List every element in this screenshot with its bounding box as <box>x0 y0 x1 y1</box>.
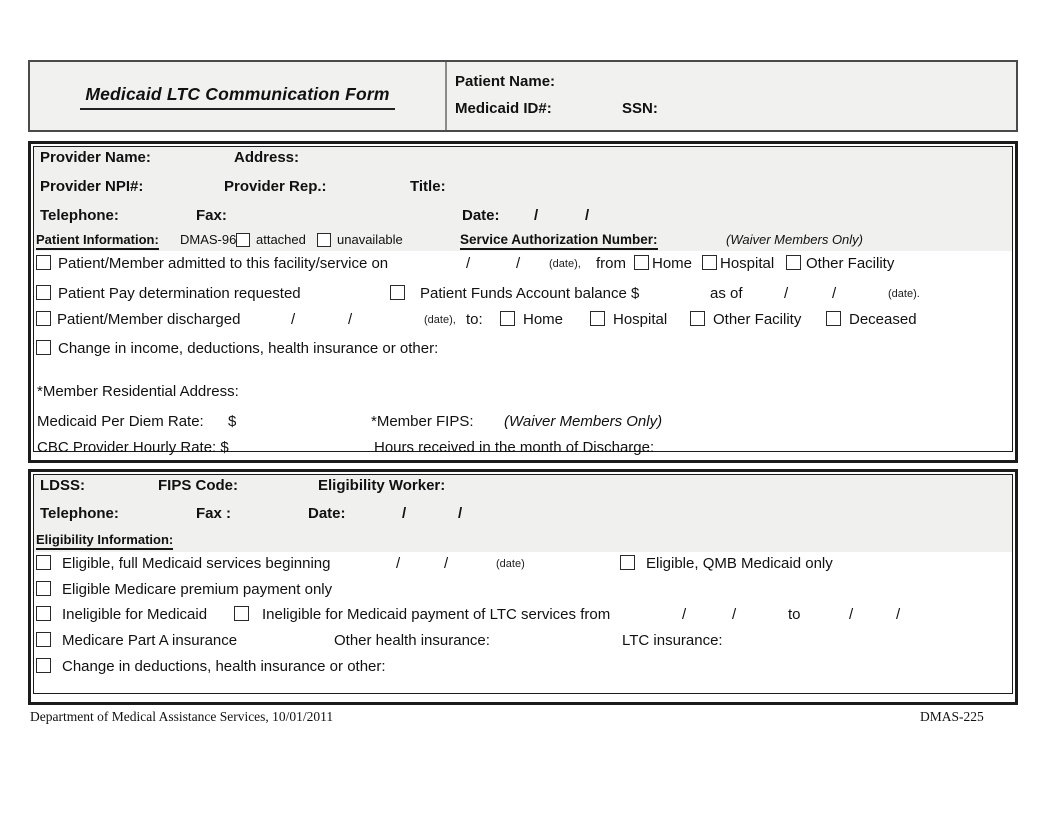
provider-date-label: Date: <box>462 207 500 224</box>
date-slash: / <box>348 311 353 328</box>
medicare-part-a-checkbox[interactable] <box>36 632 51 647</box>
from-home-checkbox[interactable] <box>634 255 649 270</box>
discharged-to-label: to: <box>466 311 483 328</box>
date-slash: / <box>832 285 837 302</box>
member-residential-address-label: *Member Residential Address: <box>37 383 239 400</box>
ldss-section-box <box>28 469 1018 705</box>
date-slash: / <box>849 606 854 623</box>
date-slash: / <box>896 606 901 623</box>
ineligible-ltc-payment-label: Ineligible for Medicaid payment of LTC services from <box>262 606 611 623</box>
provider-rep-label: Provider Rep.: <box>224 178 327 195</box>
admitted-checkbox[interactable] <box>36 255 51 270</box>
provider-telephone-label: Telephone: <box>40 207 119 224</box>
medicaid-id-label: Medicaid ID#: <box>455 100 552 117</box>
provider-title-label: Title: <box>410 178 446 195</box>
to-other-facility-label: Other Facility <box>713 311 802 328</box>
date-slash: / <box>534 207 539 224</box>
footer <box>0 709 1056 729</box>
patient-pay-checkbox[interactable] <box>36 285 51 300</box>
eligible-full-checkbox[interactable] <box>36 555 51 570</box>
patient-information-label: Patient Information: <box>36 232 159 250</box>
patient-funds-checkbox[interactable] <box>390 285 405 300</box>
ineligible-medicaid-checkbox[interactable] <box>36 606 51 621</box>
admitted-label: Patient/Member admitted to this facility/service on <box>58 255 389 272</box>
per-diem-dollar: $ <box>228 413 237 430</box>
discharged-checkbox[interactable] <box>36 311 51 326</box>
to-hospital-label: Hospital <box>613 311 668 328</box>
admitted-from-label: from <box>596 255 626 272</box>
dmas96-unavailable-label: unavailable <box>337 232 403 247</box>
as-of-label: as of <box>710 285 743 302</box>
eligible-date-note: (date) <box>496 558 525 570</box>
eligible-full-label: Eligible, full Medicaid services beginning <box>62 555 331 572</box>
eligible-qmb-label: Eligible, QMB Medicaid only <box>646 555 833 572</box>
provider-fax-label: Fax: <box>196 207 227 224</box>
dmas96-attached-label: attached <box>256 232 306 247</box>
form-header-box <box>28 60 1018 132</box>
provider-address-label: Address: <box>234 149 300 166</box>
admitted-date-note: (date), <box>549 258 581 270</box>
cbc-hourly-rate-label: CBC Provider Hourly Rate: $ <box>37 439 229 456</box>
ineligible-to-label: to <box>788 606 801 623</box>
date-slash: / <box>396 555 401 572</box>
member-fips-label: *Member FIPS: <box>371 413 474 430</box>
ldss-section-inner <box>33 474 1013 694</box>
provider-section-inner <box>33 146 1013 456</box>
date-slash: / <box>444 555 449 572</box>
deceased-checkbox[interactable] <box>826 311 841 326</box>
change-income-checkbox[interactable] <box>36 340 51 355</box>
other-health-insurance-label: Other health insurance: <box>334 632 490 649</box>
eligible-medicare-premium-checkbox[interactable] <box>36 581 51 596</box>
waiver-members-note: (Waiver Members Only) <box>726 232 864 247</box>
provider-name-label: Provider Name: <box>40 149 151 166</box>
date-slash: / <box>402 505 407 522</box>
to-home-label: Home <box>523 311 564 328</box>
patient-name-label: Patient Name: <box>455 73 556 90</box>
patient-funds-label: Patient Funds Account balance $ <box>420 285 640 302</box>
from-hospital-label: Hospital <box>720 255 775 272</box>
change-income-label: Change in income, deductions, health insurance or other: <box>58 340 439 357</box>
ldss-label: LDSS: <box>40 477 85 494</box>
to-other-facility-checkbox[interactable] <box>690 311 705 326</box>
patient-pay-label: Patient Pay determination requested <box>58 285 301 302</box>
header-cell-divider <box>445 62 447 130</box>
per-diem-rate-label: Medicaid Per Diem Rate: <box>37 413 204 430</box>
discharged-date-note: (date), <box>424 314 456 326</box>
waiver-members-note-2: (Waiver Members Only) <box>504 413 663 430</box>
provider-section-box <box>28 141 1018 463</box>
from-hospital-checkbox[interactable] <box>702 255 717 270</box>
eligibility-information-label: Eligibility Information: <box>36 532 173 550</box>
funds-date-note: (date). <box>888 288 920 300</box>
date-slash: / <box>732 606 737 623</box>
dmas96-unavailable-checkbox[interactable] <box>317 233 331 247</box>
date-slash: / <box>291 311 296 328</box>
deceased-label: Deceased <box>849 311 917 328</box>
date-slash: / <box>585 207 590 224</box>
change-deductions-checkbox[interactable] <box>36 658 51 673</box>
ldss-fax-label: Fax : <box>196 505 232 522</box>
ldss-telephone-label: Telephone: <box>40 505 119 522</box>
from-other-facility-label: Other Facility <box>806 255 895 272</box>
ineligible-ltc-payment-checkbox[interactable] <box>234 606 249 621</box>
dmas96-attached-checkbox[interactable] <box>236 233 250 247</box>
medicare-part-a-label: Medicare Part A insurance <box>62 632 238 649</box>
form-title: Medicaid LTC Communication Form <box>80 84 394 110</box>
from-home-label: Home <box>652 255 693 272</box>
dmas96-label: DMAS-96 <box>180 232 237 247</box>
date-slash: / <box>784 285 789 302</box>
fips-code-label: FIPS Code: <box>158 477 239 494</box>
eligible-qmb-checkbox[interactable] <box>620 555 635 570</box>
to-hospital-checkbox[interactable] <box>590 311 605 326</box>
ltc-insurance-label: LTC insurance: <box>622 632 723 649</box>
date-slash: / <box>458 505 463 522</box>
eligible-medicare-premium-label: Eligible Medicare premium payment only <box>62 581 333 598</box>
discharged-label: Patient/Member discharged <box>57 311 241 328</box>
ineligible-medicaid-label: Ineligible for Medicaid <box>62 606 208 623</box>
to-home-checkbox[interactable] <box>500 311 515 326</box>
from-other-facility-checkbox[interactable] <box>786 255 801 270</box>
ldss-date-label: Date: <box>308 505 346 522</box>
date-slash: / <box>682 606 687 623</box>
footer-form-number: DMAS-225 <box>920 709 984 724</box>
hours-received-label: Hours received in the month of Discharge: <box>374 439 655 456</box>
date-slash: / <box>466 255 471 272</box>
date-slash: / <box>516 255 521 272</box>
title-cell <box>30 84 445 110</box>
change-deductions-label: Change in deductions, health insurance or other: <box>62 658 386 675</box>
ssn-label: SSN: <box>622 100 658 117</box>
service-auth-number-label: Service Authorization Number: <box>460 232 658 250</box>
eligibility-worker-label: Eligibility Worker: <box>318 477 446 494</box>
footer-agency-text: Department of Medical Assistance Services, 10/01/2011 <box>30 709 334 724</box>
provider-npi-label: Provider NPI#: <box>40 178 144 195</box>
